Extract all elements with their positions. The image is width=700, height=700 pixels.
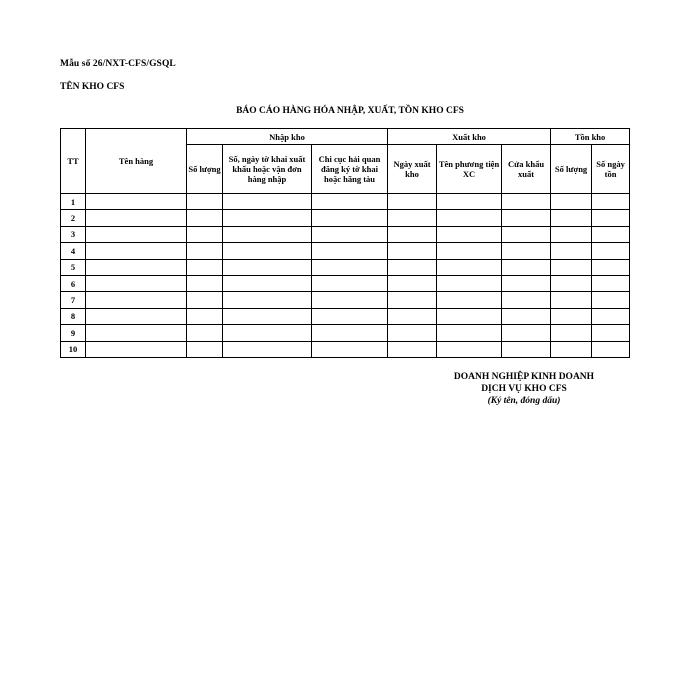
table-cell: [312, 341, 388, 357]
table-cell: [551, 275, 592, 291]
table-row: [61, 194, 630, 210]
table-cell: [223, 292, 312, 308]
header-import-quantity: Số lượng: [187, 145, 223, 194]
report-title: BÁO CÁO HÀNG HÓA NHẬP, XUẤT, TỒN KHO CFS: [236, 106, 464, 116]
table-cell: [551, 259, 592, 275]
table-cell: [312, 259, 388, 275]
table-row: [61, 275, 630, 291]
table-cell: [187, 325, 223, 341]
table-cell: [551, 341, 592, 357]
table-cell: [437, 292, 502, 308]
table-cell: [312, 292, 388, 308]
table-cell: [187, 259, 223, 275]
table-cell: [502, 243, 551, 259]
table-cell: [312, 243, 388, 259]
table-row: [61, 292, 630, 308]
row-number: 8: [61, 308, 86, 324]
table-cell: [388, 325, 437, 341]
table-cell: [592, 325, 630, 341]
row-number: 5: [61, 259, 86, 275]
table-cell: [437, 259, 502, 275]
table-cell: [312, 325, 388, 341]
table-cell: [592, 243, 630, 259]
table-cell: [388, 210, 437, 226]
row-number: 2: [61, 210, 86, 226]
table-cell: [502, 292, 551, 308]
header-group-stock: Tồn kho: [551, 129, 630, 145]
signature-block: [424, 371, 624, 407]
table-cell: [223, 259, 312, 275]
header-group-import: Nhập kho: [187, 129, 388, 145]
table-cell: [312, 194, 388, 210]
table-cell: [312, 308, 388, 324]
table-cell: [592, 308, 630, 324]
table-cell: [223, 194, 312, 210]
table-cell: [437, 308, 502, 324]
table-cell: [502, 341, 551, 357]
row-number: 1: [61, 194, 86, 210]
header-export-vehicle: Tên phương tiện XC: [437, 145, 502, 194]
table-cell: [592, 259, 630, 275]
table-cell: [86, 210, 187, 226]
table-cell: [551, 308, 592, 324]
table-cell: [223, 243, 312, 259]
warehouse-name: TÊN KHO CFS: [60, 82, 125, 92]
table-cell: [502, 259, 551, 275]
table-cell: [502, 275, 551, 291]
table-row: [61, 210, 630, 226]
table-row: [61, 325, 630, 341]
table-cell: [223, 341, 312, 357]
report-table-body: [61, 194, 630, 358]
table-cell: [551, 325, 592, 341]
table-cell: [437, 243, 502, 259]
table-cell: [223, 308, 312, 324]
header-import-customs: Chi cục hải quan đăng ký tờ khai hoặc hãng tàu: [312, 145, 388, 194]
row-number: 7: [61, 292, 86, 308]
table-cell: [502, 194, 551, 210]
table-cell: [86, 308, 187, 324]
table-cell: [187, 341, 223, 357]
table-cell: [551, 210, 592, 226]
table-cell: [437, 325, 502, 341]
table-cell: [502, 325, 551, 341]
table-row: [61, 308, 630, 324]
table-cell: [187, 292, 223, 308]
row-number: 3: [61, 226, 86, 242]
table-row: [61, 243, 630, 259]
header-stock-quantity: Số lượng: [551, 145, 592, 194]
table-cell: [388, 259, 437, 275]
report-table: [60, 128, 630, 358]
header-export-date: Ngày xuất kho: [388, 145, 437, 194]
table-cell: [223, 226, 312, 242]
table-cell: [592, 292, 630, 308]
table-row: [61, 226, 630, 242]
table-cell: [187, 226, 223, 242]
table-cell: [388, 308, 437, 324]
table-cell: [388, 226, 437, 242]
table-cell: [187, 308, 223, 324]
signature-line-1: DOANH NGHIỆP KINH DOANH: [453, 372, 595, 382]
table-cell: [187, 194, 223, 210]
table-cell: [437, 210, 502, 226]
table-cell: [437, 226, 502, 242]
table-cell: [187, 210, 223, 226]
table-cell: [437, 341, 502, 357]
table-cell: [502, 210, 551, 226]
table-cell: [86, 275, 187, 291]
table-cell: [312, 275, 388, 291]
table-cell: [592, 275, 630, 291]
table-cell: [223, 275, 312, 291]
table-cell: [86, 292, 187, 308]
signature-note: (Ký tên, đóng dấu): [487, 396, 561, 406]
header-import-declaration: Số, ngày tờ khai xuất khẩu hoặc vận đơn hàng nhập: [223, 145, 312, 194]
row-number: 9: [61, 325, 86, 341]
table-cell: [86, 226, 187, 242]
table-cell: [437, 275, 502, 291]
table-cell: [592, 194, 630, 210]
table-cell: [86, 259, 187, 275]
table-cell: [388, 275, 437, 291]
header-stock-days: Số ngày tồn: [592, 145, 630, 194]
form-code: Mẫu số 26/NXT-CFS/GSQL: [60, 59, 176, 69]
table-cell: [187, 275, 223, 291]
table-cell: [502, 226, 551, 242]
table-cell: [592, 210, 630, 226]
header-group-export: Xuất kho: [388, 129, 551, 145]
table-cell: [187, 243, 223, 259]
table-cell: [388, 292, 437, 308]
table-cell: [312, 226, 388, 242]
table-cell: [551, 292, 592, 308]
table-cell: [223, 325, 312, 341]
table-row: [61, 341, 630, 357]
table-cell: [86, 325, 187, 341]
table-cell: [551, 226, 592, 242]
table-cell: [86, 243, 187, 259]
table-cell: [551, 194, 592, 210]
table-cell: [223, 210, 312, 226]
table-cell: [551, 243, 592, 259]
table-cell: [86, 341, 187, 357]
table-cell: [388, 194, 437, 210]
table-cell: [502, 308, 551, 324]
table-row: [61, 259, 630, 275]
signature-line-2: DỊCH VỤ KHO CFS: [481, 384, 567, 394]
table-cell: [592, 341, 630, 357]
header-goods-name: Tên hàng: [86, 129, 187, 194]
row-number: 4: [61, 243, 86, 259]
header-export-gate: Cửa khẩu xuất: [502, 145, 551, 194]
table-cell: [388, 341, 437, 357]
table-cell: [86, 194, 187, 210]
row-number: 10: [61, 341, 86, 357]
table-cell: [437, 194, 502, 210]
table-cell: [388, 243, 437, 259]
table-cell: [312, 210, 388, 226]
row-number: 6: [61, 275, 86, 291]
header-tt: TT: [61, 129, 86, 194]
table-cell: [592, 226, 630, 242]
